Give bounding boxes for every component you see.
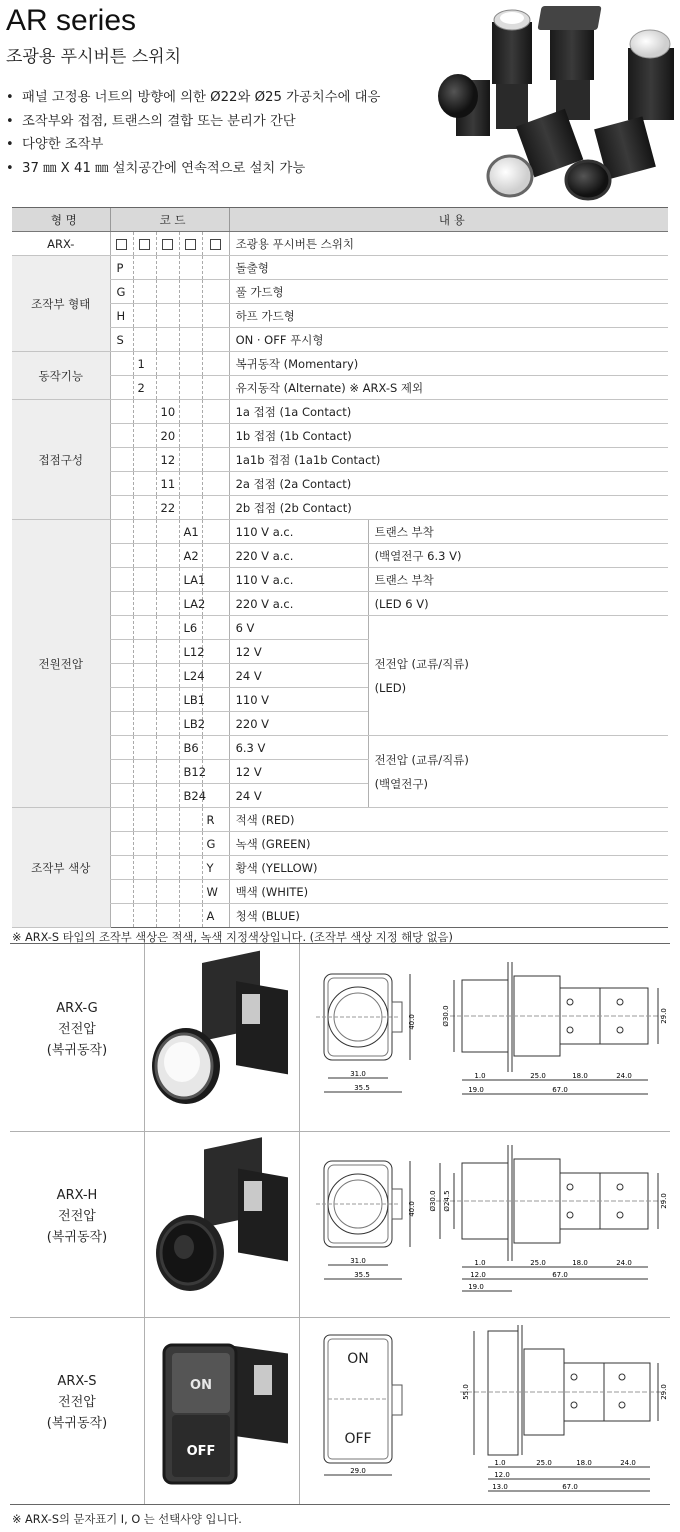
product-photo-s [156,1325,296,1497]
content-cell: 110 V a.c. [229,520,368,544]
content-cell: 6.3 V [229,736,368,760]
dim-text: 31.0 [350,1070,366,1078]
row-label-action: 동작기능 [12,352,110,400]
page-subtitle: 조광용 푸시버튼 스위치 [6,47,182,67]
table-row [12,808,668,832]
code-box-icon [162,239,173,250]
code-cell: S [110,328,133,352]
feature-list [6,86,446,180]
group-note: 트랜스 부착 [368,520,668,544]
code-cell: G [110,280,133,304]
table-row [12,256,668,280]
table-row [12,232,668,256]
front-label-on: ON [347,1351,369,1367]
code-cell: Y [202,856,229,880]
model-name: ARX-S [57,1374,97,1389]
switch-label-on: ON [190,1378,212,1393]
content-cell: 풀 가드형 [229,280,668,304]
dimension-row-g [10,944,670,1132]
row-label-color: 조작부 색상 [12,808,110,928]
code-cell: A2 [179,544,202,568]
code-cell: B6 [179,736,202,760]
table-row [12,880,668,904]
table-row [12,352,668,376]
feature-item: • 다양한 조작부 [6,133,446,157]
dim-text: 25.0 [536,1459,552,1467]
code-cell: W [202,880,229,904]
dim-text: 18.0 [572,1072,588,1080]
dim-text: 18.0 [572,1259,588,1267]
group-note-line: (백열전구) [374,776,428,791]
dim-text: 29.0 [660,1384,668,1400]
code-cell: A [202,904,229,928]
code-box-icon [210,239,221,250]
code-cell: 20 [156,424,179,448]
table-row [12,400,668,424]
dim-text: 55.0 [462,1384,470,1400]
code-cell: L24 [179,664,202,688]
front-label-off: OFF [344,1431,372,1447]
row-label-contacts: 접점구성 [12,400,110,520]
dim-text: 40.0 [408,1201,416,1217]
code-cell: LA1 [179,568,202,592]
feature-item: • 조작부와 접점, 트랜스의 결합 또는 분리가 간단 [6,110,446,134]
dim-text: 35.5 [354,1271,370,1279]
dim-text: Ø30.0 [442,1005,450,1027]
content-cell: 1b 접점 (1b Contact) [229,424,668,448]
table-row [12,856,668,880]
model-name: ARX-H [56,1188,98,1203]
dimension-row-h [10,1131,670,1318]
dim-text: 24.0 [620,1459,636,1467]
group-note-line: 전전압 (교류/직류) [374,656,469,671]
code-cell: LB1 [179,688,202,712]
group-note [368,616,668,736]
table-row [12,832,668,856]
table-row [12,520,668,544]
code-cell: 10 [156,400,179,424]
header-code: 코 드 [110,208,229,232]
content-cell: 황색 (YELLOW) [229,856,668,880]
table-row [12,448,668,472]
model-action: (복귀동작) [46,1043,108,1058]
side-view-drawing-g [430,962,670,1112]
table-row [12,592,668,616]
table-row [12,544,668,568]
content-cell: 돌출형 [229,256,668,280]
dim-text: 18.0 [576,1459,592,1467]
dim-text: 35.5 [354,1084,370,1092]
table-row [12,616,668,640]
dim-text: 24.0 [616,1259,632,1267]
front-view-drawing-g [310,966,430,1106]
content-cell: 청색 (BLUE) [229,904,668,928]
front-view-drawing-h [310,1153,430,1293]
dim-text: 12.0 [494,1471,510,1479]
table-row [12,736,668,760]
side-view-drawing-h [430,1145,670,1305]
group-note: 트랜스 부착 [368,568,668,592]
code-box-icon [139,239,150,250]
code-cell: 1 [133,352,156,376]
footnote-color: ※ ARX-S 타입의 조작부 색상은 적색, 녹색 지정색상입니다. (조작부 색상 지정 해당 없음) [12,931,453,944]
side-view-drawing-s [430,1325,670,1497]
content-cell: 220 V [229,712,368,736]
dim-text: 1.0 [494,1459,506,1467]
product-photo-h [150,1141,296,1311]
dim-text: 31.0 [350,1257,366,1265]
base-model: ARX- [12,232,110,256]
code-cell: B12 [179,760,202,784]
dimension-section [10,943,670,1505]
front-view-drawing-s [310,1331,430,1481]
feature-item: • 37 ㎜ X 41 ㎜ 설치공간에 연속적으로 설치 가능 [6,157,446,181]
content-cell: 녹색 (GREEN) [229,832,668,856]
content-cell: 복귀동작 (Momentary) [229,352,668,376]
dim-text: 25.0 [530,1259,546,1267]
header-model: 형 명 [12,208,110,232]
content-cell: 220 V a.c. [229,592,368,616]
row-label-operator: 조작부 형태 [12,256,110,352]
table-row [12,328,668,352]
table-row [12,472,668,496]
row-label-voltage: 전원전압 [12,520,110,808]
content-cell: 12 V [229,760,368,784]
model-voltage: 전전압 [58,1022,96,1037]
dim-text: 29.0 [350,1467,366,1475]
code-cell: R [202,808,229,832]
code-cell: 11 [156,472,179,496]
content-cell: 6 V [229,616,368,640]
product-photo-g [150,954,296,1124]
base-content: 조광용 푸시버튼 스위치 [229,232,668,256]
dim-text: Ø24.5 [443,1190,451,1212]
content-cell: ON · OFF 푸시형 [229,328,668,352]
group-note-line: (LED) [374,680,407,695]
code-cell: 12 [156,448,179,472]
content-cell: 220 V a.c. [229,544,368,568]
dim-text: 13.0 [492,1483,508,1491]
page-title: AR series [6,4,137,37]
table-row [12,280,668,304]
feature-item: • 패널 고정용 너트의 방향에 의한 Ø22와 Ø25 가공치수에 대응 [6,86,446,110]
table-header-row [12,208,668,232]
table-row [12,496,668,520]
content-cell: 적색 (RED) [229,808,668,832]
group-note: (LED 6 V) [368,592,668,616]
product-photo [432,4,680,204]
dim-text: 67.0 [562,1483,578,1491]
table-row [12,424,668,448]
content-cell: 24 V [229,664,368,688]
model-voltage: 전전압 [58,1395,96,1410]
code-cell: 22 [156,496,179,520]
dim-text: 29.0 [660,1193,668,1209]
dim-text: 25.0 [530,1072,546,1080]
table-row [12,304,668,328]
content-cell: 2a 접점 (2a Contact) [229,472,668,496]
table-row [12,904,668,928]
dim-text: 67.0 [552,1271,568,1279]
footnote-letters: ※ ARX-S의 문자표기 I, O 는 선택사양 입니다. [12,1513,242,1526]
code-cell: 2 [133,376,156,400]
group-note-line: 전전압 (교류/직류) [374,752,469,767]
code-cell: LA2 [179,592,202,616]
code-cell: L12 [179,640,202,664]
dim-text: 67.0 [552,1086,568,1094]
code-cell: L6 [179,616,202,640]
content-cell: 110 V a.c. [229,568,368,592]
model-voltage: 전전압 [58,1209,96,1224]
code-cell: LB2 [179,712,202,736]
model-label [10,1371,144,1434]
table-row [12,568,668,592]
content-cell: 24 V [229,784,368,808]
content-cell: 유지동작 (Alternate) ※ ARX-S 제외 [229,376,668,400]
dim-text: 29.0 [660,1008,668,1024]
model-label [10,1185,144,1248]
content-cell: 12 V [229,640,368,664]
dim-text: 24.0 [616,1072,632,1080]
group-note: (백열전구 6.3 V) [368,544,668,568]
dim-text: 1.0 [474,1072,486,1080]
dim-text: 1.0 [474,1259,486,1267]
dim-text: 19.0 [468,1086,484,1094]
code-cell: B24 [179,784,202,808]
content-cell: 1a 접점 (1a Contact) [229,400,668,424]
code-box-icon [185,239,196,250]
content-cell: 하프 가드형 [229,304,668,328]
code-cell: A1 [179,520,202,544]
table-row [12,376,668,400]
dim-text: 12.0 [470,1271,486,1279]
spec-table [12,207,668,928]
code-box-icon [116,239,127,250]
code-cell: H [110,304,133,328]
model-label [10,998,144,1061]
code-cell: G [202,832,229,856]
code-cell: P [110,256,133,280]
group-note [368,736,668,808]
content-cell: 110 V [229,688,368,712]
content-cell: 백색 (WHITE) [229,880,668,904]
content-cell: 1a1b 접점 (1a1b Contact) [229,448,668,472]
dimension-row-s [10,1317,670,1503]
dim-text: Ø30.0 [429,1190,437,1212]
model-action: (복귀동작) [46,1416,108,1431]
header-content: 내 용 [229,208,668,232]
content-cell: 2b 접점 (2b Contact) [229,496,668,520]
dim-text: 19.0 [468,1283,484,1291]
switch-label-off: OFF [186,1444,216,1459]
dim-text: 40.0 [408,1014,416,1030]
model-name: ARX-G [56,1001,98,1016]
model-action: (복귀동작) [46,1230,108,1245]
